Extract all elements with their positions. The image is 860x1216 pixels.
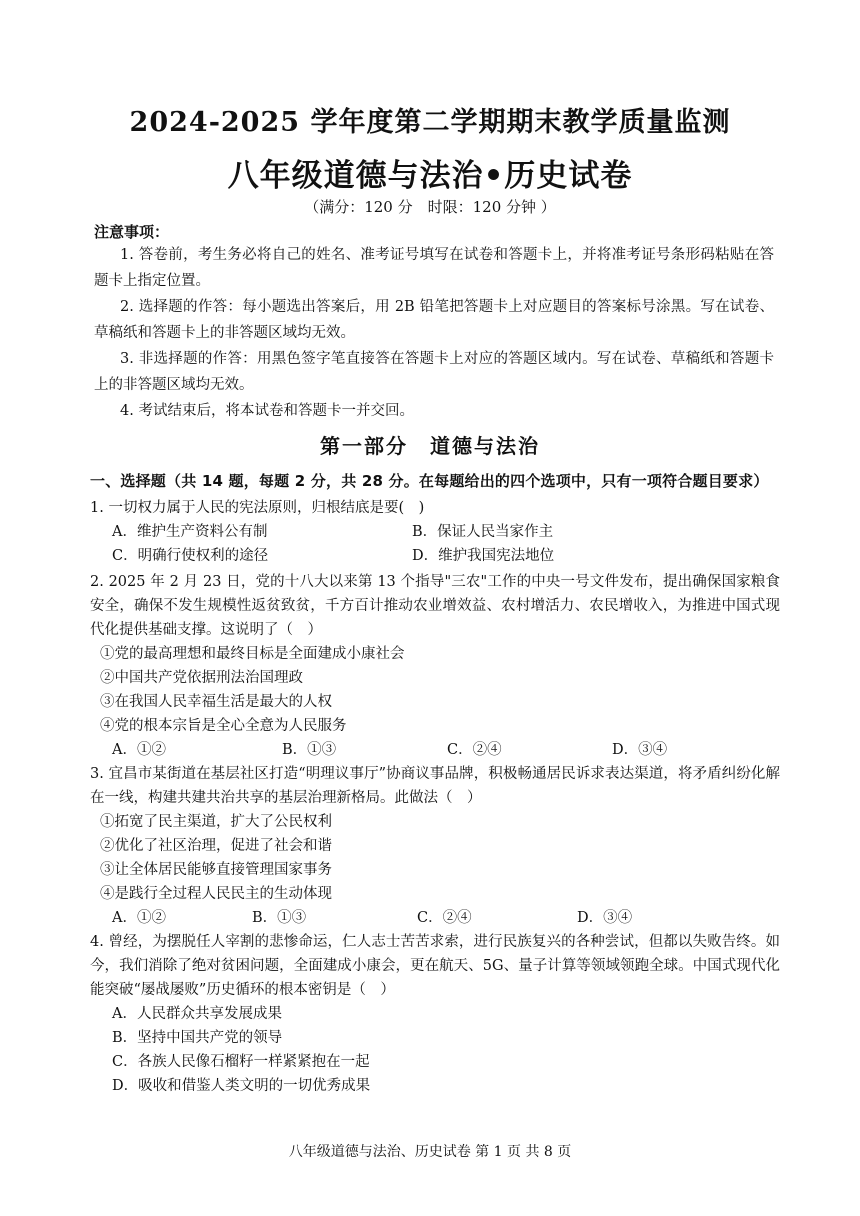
option-c: C．明确行使权利的途径	[112, 548, 269, 564]
option-c: C．各族人民像石榴籽一样紧紧抱在一起	[112, 1054, 370, 1070]
question-1	[90, 496, 780, 568]
option-a: A．人民群众共享发展成果	[112, 1006, 282, 1022]
notice-item: 2. 选择题的作答：每小题选出答案后，用 2B 铅笔把答题卡上对应题目的答案标号涂黑。写在试卷、草稿纸和答题卡上的非答题区域均无效。	[94, 299, 774, 341]
option-row	[112, 906, 780, 930]
question-stem: 2. 2025 年 2 月 23 日，党的十八大以来第 13 个指导"三农"工作的中央一号文件发布，提出确保国家粮食安全，确保不发生规模性返贫致贫，千方百计推动农业增效益、农村增活力、农民增收入，为推进中国式现代化提供基础支撑。这说明了（ ）	[90, 574, 780, 638]
page-footer: 八年级道德与法治、历史试卷 第 1 页 共 8 页	[288, 1144, 572, 1160]
statement: ②优化了社区治理，促进了社会和谐	[100, 838, 332, 854]
question-4	[90, 930, 780, 1098]
option-a: A．①②	[112, 742, 166, 758]
option-d: D．③④	[577, 910, 633, 926]
option-a: A．维护生产资料公有制	[112, 524, 268, 540]
notice-item: 3. 非选择题的作答：用黑色签字笔直接答在答题卡上对应的答题区域内。写在试卷、草稿纸和答题卡上的非答题区域均无效。	[94, 351, 774, 393]
notice-heading: 注意事项：	[94, 223, 170, 241]
question-3	[90, 762, 780, 930]
section-heading: 一、选择题（共 14 题，每题 2 分，共 28 分。在每题给出的四个选项中，只有一项符合题目要求）	[90, 472, 769, 490]
statement: ②中国共产党依据刑法治国理政	[100, 670, 303, 686]
option-b: B．保证人民当家作主	[412, 524, 554, 540]
option-c: C．②④	[417, 910, 472, 926]
option-d: D．吸收和借鉴人类文明的一切优秀成果	[112, 1078, 371, 1094]
option-grid	[112, 520, 780, 568]
option-b: B．①③	[252, 910, 307, 926]
exam-title-line1: 2024-2025 学年度第二学期期末教学质量监测	[129, 107, 731, 138]
statement: ①拓宽了民主渠道，扩大了公民权利	[100, 814, 332, 830]
part-title: 第一部分 道德与法治	[320, 434, 540, 458]
statement: ①党的最高理想和最终目标是全面建成小康社会	[100, 646, 405, 662]
statement: ③在我国人民幸福生活是最大的人权	[100, 694, 332, 710]
question-2	[90, 570, 780, 762]
option-b: B．坚持中国共产党的领导	[112, 1030, 283, 1046]
question-stem: 4. 曾经，为摆脱任人宰割的悲惨命运，仁人志士苦苦求索，进行民族复兴的各种尝试，但都以失败告终。如今，我们消除了绝对贫困问题，全面建成小康会，更在航天、5G、量子计算等领域领跑全球。中国式现代化能突破“屡战屡败”历史循环的根本密钥是（ ）	[90, 934, 780, 998]
statement: ④党的根本宗旨是全心全意为人民服务	[100, 718, 347, 734]
question-list	[90, 496, 780, 1098]
notice-list	[94, 242, 774, 424]
option-d: D．③④	[612, 742, 668, 758]
statement: ③让全体居民能够直接管理国家事务	[100, 862, 332, 878]
option-b: B．①③	[282, 742, 337, 758]
option-c: C．②④	[447, 742, 502, 758]
notice-item: 4. 考试结束后，将本试卷和答题卡一并交回。	[120, 403, 414, 419]
statement: ④是践行全过程人民民主的生动体现	[100, 886, 332, 902]
option-d: D．维护我国宪法地位	[412, 548, 555, 564]
question-stem: 3. 宜昌市某街道在基层社区打造“明理议事厅”协商议事品牌，积极畅通居民诉求表达渠道，将矛盾纠纷化解在一线，构建共建共治共享的基层治理新格局。此做法（ ）	[90, 766, 780, 806]
option-a: A．①②	[112, 910, 166, 926]
notice-item: 1. 答卷前，考生务必将自己的姓名、准考证号填写在试卷和答题卡上，并将准考证号条形码粘贴在答题卡上指定位置。	[94, 247, 774, 289]
exam-meta: （满分：120 分 时限：120 分钟 ）	[304, 198, 556, 216]
exam-title-line2: 八年级道德与法治•历史试卷	[227, 158, 633, 194]
option-row	[112, 738, 780, 762]
question-stem: 1. 一切权力属于人民的宪法原则，归根结底是要( )	[90, 500, 425, 516]
